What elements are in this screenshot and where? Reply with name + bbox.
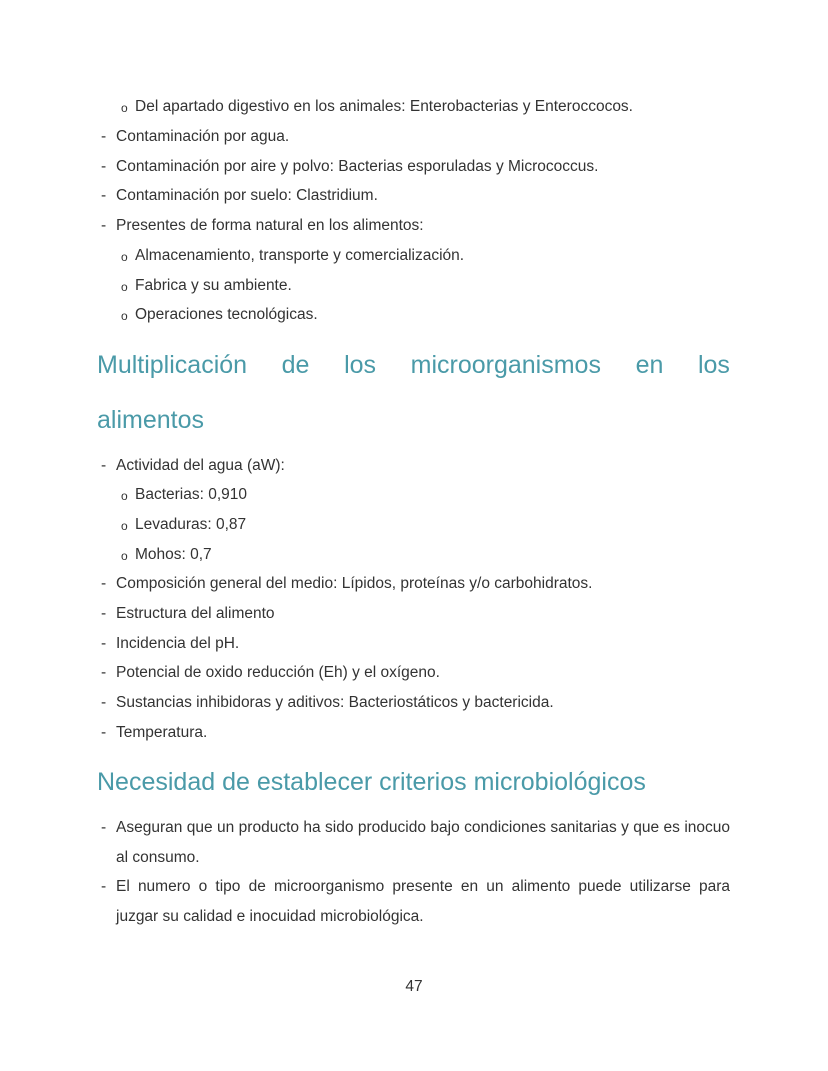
dash-bullet: - [101, 724, 107, 741]
list-item-text: Incidencia del pH. [116, 635, 240, 652]
list-item-text: Potencial de oxido reducción (Eh) y el oxígeno. [116, 664, 440, 681]
section-heading: Necesidad de establecer criterios microbiológicos [97, 768, 646, 796]
dash-bullet: - [101, 878, 107, 895]
heading-word: los [344, 351, 377, 379]
list-item-text: Contaminación por aire y polvo: Bacterias esporuladas y Micrococcus. [116, 158, 599, 175]
circle-bullet: o [121, 309, 128, 323]
dash-bullet: - [101, 694, 107, 711]
list-item-text: Contaminación por agua. [116, 128, 290, 145]
list-paragraph: Aseguran que un producto ha sido producido bajo condiciones sanitarias y que es inocuo al consumo. [116, 819, 730, 866]
list-item-text: Temperatura. [116, 724, 208, 741]
list-item-text: Estructura del alimento [116, 605, 275, 622]
circle-bullet: o [121, 280, 128, 294]
circle-bullet: o [121, 250, 128, 264]
list-item-text: Presentes de forma natural en los alimentos: [116, 217, 424, 234]
list-paragraph: El numero o tipo de microorganismo presente en un alimento puede utilizarse para juzgar su calidad e inocuidad microbiológica. [116, 878, 730, 925]
list-item-text: Bacterias: 0,910 [135, 486, 248, 503]
dash-bullet: - [101, 819, 107, 836]
dash-bullet: - [101, 217, 107, 234]
section-heading [97, 349, 730, 381]
dash-bullet: - [101, 457, 107, 474]
page-number: 47 [405, 978, 423, 995]
heading-word: en [635, 351, 664, 379]
dash-bullet: - [101, 575, 107, 592]
dash-bullet: - [101, 158, 107, 175]
circle-bullet: o [121, 489, 128, 503]
list-item-text: Actividad del agua (aW): [116, 457, 285, 474]
circle-bullet: o [121, 549, 128, 563]
dash-bullet: - [101, 664, 107, 681]
circle-bullet: o [121, 519, 128, 533]
dash-bullet: - [101, 635, 107, 652]
list-item-text: Almacenamiento, transporte y comercialización. [135, 247, 465, 264]
list-item-text: Mohos: 0,7 [135, 546, 212, 563]
heading-word: Multiplicación [97, 351, 248, 379]
circle-bullet: o [121, 101, 128, 115]
heading-word: los [697, 351, 730, 379]
dash-bullet: - [101, 605, 107, 622]
list-item-text: Levaduras: 0,87 [135, 516, 247, 533]
list-item-text: Contaminación por suelo: Clastridium. [116, 187, 378, 204]
dash-bullet: - [101, 187, 107, 204]
list-item-text: Fabrica y su ambiente. [135, 277, 292, 294]
list-item-text: Operaciones tecnológicas. [135, 306, 318, 323]
list-item-text: Composición general del medio: Lípidos, proteínas y/o carbohidratos. [116, 575, 593, 592]
list-item-text: Sustancias inhibidoras y aditivos: Bacteriostáticos y bactericida. [116, 694, 554, 711]
dash-bullet: - [101, 128, 107, 145]
heading-word: de [281, 351, 310, 379]
section-heading-line2: alimentos [97, 406, 204, 434]
heading-word: microorganismos [410, 351, 601, 379]
list-item-text: Del apartado digestivo en los animales: Enterobacterias y Enteroccocos. [135, 98, 633, 115]
